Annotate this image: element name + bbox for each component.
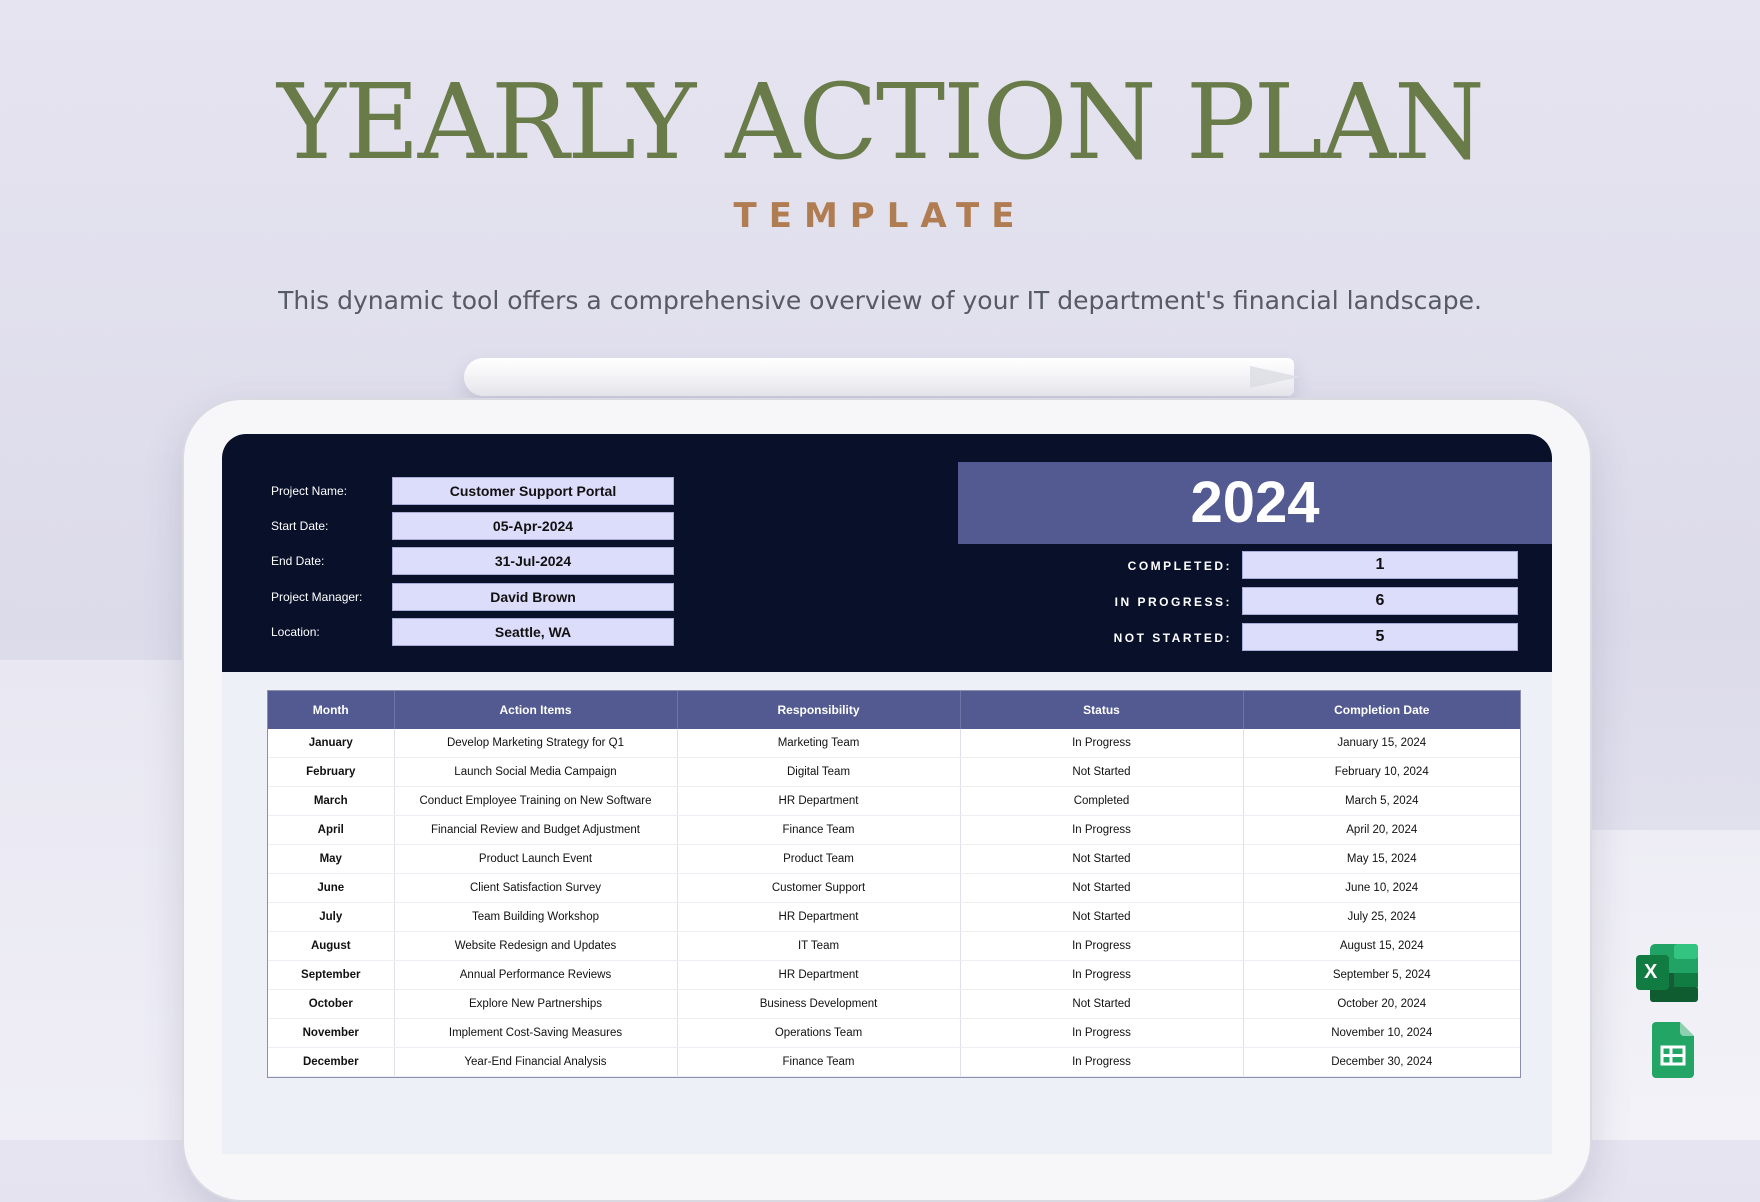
action-item-cell[interactable]: Client Satisfaction Survey (394, 874, 677, 903)
table-row[interactable] (268, 961, 1520, 990)
month-cell[interactable]: September (268, 961, 394, 990)
project-manager-field[interactable]: David Brown (392, 583, 674, 611)
completion-date-cell[interactable]: October 20, 2024 (1243, 990, 1520, 1019)
responsibility-cell[interactable]: Digital Team (677, 758, 960, 787)
microsoft-excel-icon[interactable] (1636, 944, 1698, 1007)
completion-date-cell[interactable]: August 15, 2024 (1243, 932, 1520, 961)
month-cell[interactable]: August (268, 932, 394, 961)
responsibility-cell[interactable]: HR Department (677, 787, 960, 816)
start-date-field[interactable]: 05-Apr-2024 (392, 512, 674, 540)
action-item-cell[interactable]: Team Building Workshop (394, 903, 677, 932)
year-display: 2024 (958, 462, 1552, 544)
responsibility-cell[interactable]: Operations Team (677, 1019, 960, 1048)
completion-date-cell[interactable]: July 25, 2024 (1243, 903, 1520, 932)
table-row[interactable] (268, 816, 1520, 845)
responsibility-cell[interactable]: Finance Team (677, 1048, 960, 1077)
table-row[interactable] (268, 845, 1520, 874)
action-plan-table (267, 690, 1521, 1078)
in-progress-count: 6 (1242, 587, 1518, 615)
page-subtitle: TEMPLATE (733, 196, 1027, 236)
responsibility-cell[interactable]: Finance Team (677, 816, 960, 845)
status-cell[interactable]: Not Started (960, 874, 1243, 903)
sheets-icon-graphic (1652, 1022, 1694, 1078)
month-cell[interactable]: May (268, 845, 394, 874)
project-name-field[interactable]: Customer Support Portal (392, 477, 674, 505)
month-cell[interactable]: February (268, 758, 394, 787)
action-item-cell[interactable]: Year-End Financial Analysis (394, 1048, 677, 1077)
completion-date-cell[interactable]: February 10, 2024 (1243, 758, 1520, 787)
responsibility-cell[interactable]: HR Department (677, 903, 960, 932)
table-row[interactable] (268, 1019, 1520, 1048)
status-cell[interactable]: In Progress (960, 932, 1243, 961)
table-row[interactable] (268, 729, 1520, 758)
status-cell[interactable]: In Progress (960, 961, 1243, 990)
table-row[interactable] (268, 990, 1520, 1019)
responsibility-cell[interactable]: IT Team (677, 932, 960, 961)
action-item-cell[interactable]: Financial Review and Budget Adjustment (394, 816, 677, 845)
action-item-cell[interactable]: Website Redesign and Updates (394, 932, 677, 961)
action-item-cell[interactable]: Develop Marketing Strategy for Q1 (394, 729, 677, 758)
page-description: This dynamic tool offers a comprehensive overview of your IT department's financial landscape. (278, 286, 1482, 315)
completion-date-cell[interactable]: November 10, 2024 (1243, 1019, 1520, 1048)
not-started-label: NOT STARTED: (1113, 631, 1232, 645)
completion-date-cell[interactable]: June 10, 2024 (1243, 874, 1520, 903)
responsibility-cell[interactable]: Business Development (677, 990, 960, 1019)
action-item-cell[interactable]: Annual Performance Reviews (394, 961, 677, 990)
location-field[interactable]: Seattle, WA (392, 618, 674, 646)
status-cell[interactable]: In Progress (960, 816, 1243, 845)
month-cell[interactable]: March (268, 787, 394, 816)
status-cell[interactable]: Not Started (960, 758, 1243, 787)
responsibility-cell[interactable]: Customer Support (677, 874, 960, 903)
stylus-tip (1250, 366, 1300, 388)
start-date-label: Start Date: (271, 519, 329, 533)
column-header-action-items[interactable]: Action Items (394, 691, 677, 729)
not-started-count: 5 (1242, 623, 1518, 651)
google-sheets-icon[interactable] (1652, 1022, 1694, 1083)
page-title: YEARLY ACTION PLAN (277, 61, 1483, 183)
table-header-row (268, 691, 1520, 729)
completion-date-cell[interactable]: January 15, 2024 (1243, 729, 1520, 758)
status-cell[interactable]: Not Started (960, 990, 1243, 1019)
end-date-label: End Date: (271, 554, 325, 568)
action-item-cell[interactable]: Implement Cost-Saving Measures (394, 1019, 677, 1048)
month-cell[interactable]: July (268, 903, 394, 932)
table-row[interactable] (268, 758, 1520, 787)
status-cell[interactable]: In Progress (960, 1019, 1243, 1048)
action-item-cell[interactable]: Explore New Partnerships (394, 990, 677, 1019)
action-item-cell[interactable]: Conduct Employee Training on New Software (394, 787, 677, 816)
responsibility-cell[interactable]: Marketing Team (677, 729, 960, 758)
month-cell[interactable]: June (268, 874, 394, 903)
status-cell[interactable]: In Progress (960, 1048, 1243, 1077)
column-header-status[interactable]: Status (960, 691, 1243, 729)
completion-date-cell[interactable]: September 5, 2024 (1243, 961, 1520, 990)
location-label: Location: (271, 625, 320, 639)
month-cell[interactable]: October (268, 990, 394, 1019)
project-name-label: Project Name: (271, 484, 348, 498)
column-header-completion-date[interactable]: Completion Date (1243, 691, 1520, 729)
status-cell[interactable]: Not Started (960, 903, 1243, 932)
column-header-month[interactable]: Month (268, 691, 394, 729)
month-cell[interactable]: November (268, 1019, 394, 1048)
completed-label: COMPLETED: (1127, 559, 1232, 573)
action-item-cell[interactable]: Product Launch Event (394, 845, 677, 874)
completed-count: 1 (1242, 551, 1518, 579)
table-row[interactable] (268, 874, 1520, 903)
table-row[interactable] (268, 932, 1520, 961)
project-manager-label: Project Manager: (271, 590, 363, 604)
completion-date-cell[interactable]: March 5, 2024 (1243, 787, 1520, 816)
completion-date-cell[interactable]: April 20, 2024 (1243, 816, 1520, 845)
month-cell[interactable]: December (268, 1048, 394, 1077)
status-cell[interactable]: Not Started (960, 845, 1243, 874)
spreadsheet-screen (222, 434, 1552, 1154)
in-progress-label: IN PROGRESS: (1114, 595, 1232, 609)
completion-date-cell[interactable]: December 30, 2024 (1243, 1048, 1520, 1077)
end-date-field[interactable]: 31-Jul-2024 (392, 547, 674, 575)
table-row[interactable] (268, 1048, 1520, 1077)
project-header-panel (222, 434, 1552, 672)
status-cell[interactable]: In Progress (960, 729, 1243, 758)
table-row[interactable] (268, 903, 1520, 932)
responsibility-cell[interactable]: HR Department (677, 961, 960, 990)
excel-letter: X (1644, 961, 1658, 983)
month-cell[interactable]: January (268, 729, 394, 758)
column-header-responsibility[interactable]: Responsibility (677, 691, 960, 729)
action-item-cell[interactable]: Launch Social Media Campaign (394, 758, 677, 787)
status-cell[interactable]: Completed (960, 787, 1243, 816)
month-cell[interactable]: April (268, 816, 394, 845)
completion-date-cell[interactable]: May 15, 2024 (1243, 845, 1520, 874)
responsibility-cell[interactable]: Product Team (677, 845, 960, 874)
stylus-pencil (464, 358, 1294, 396)
table-row[interactable] (268, 787, 1520, 816)
